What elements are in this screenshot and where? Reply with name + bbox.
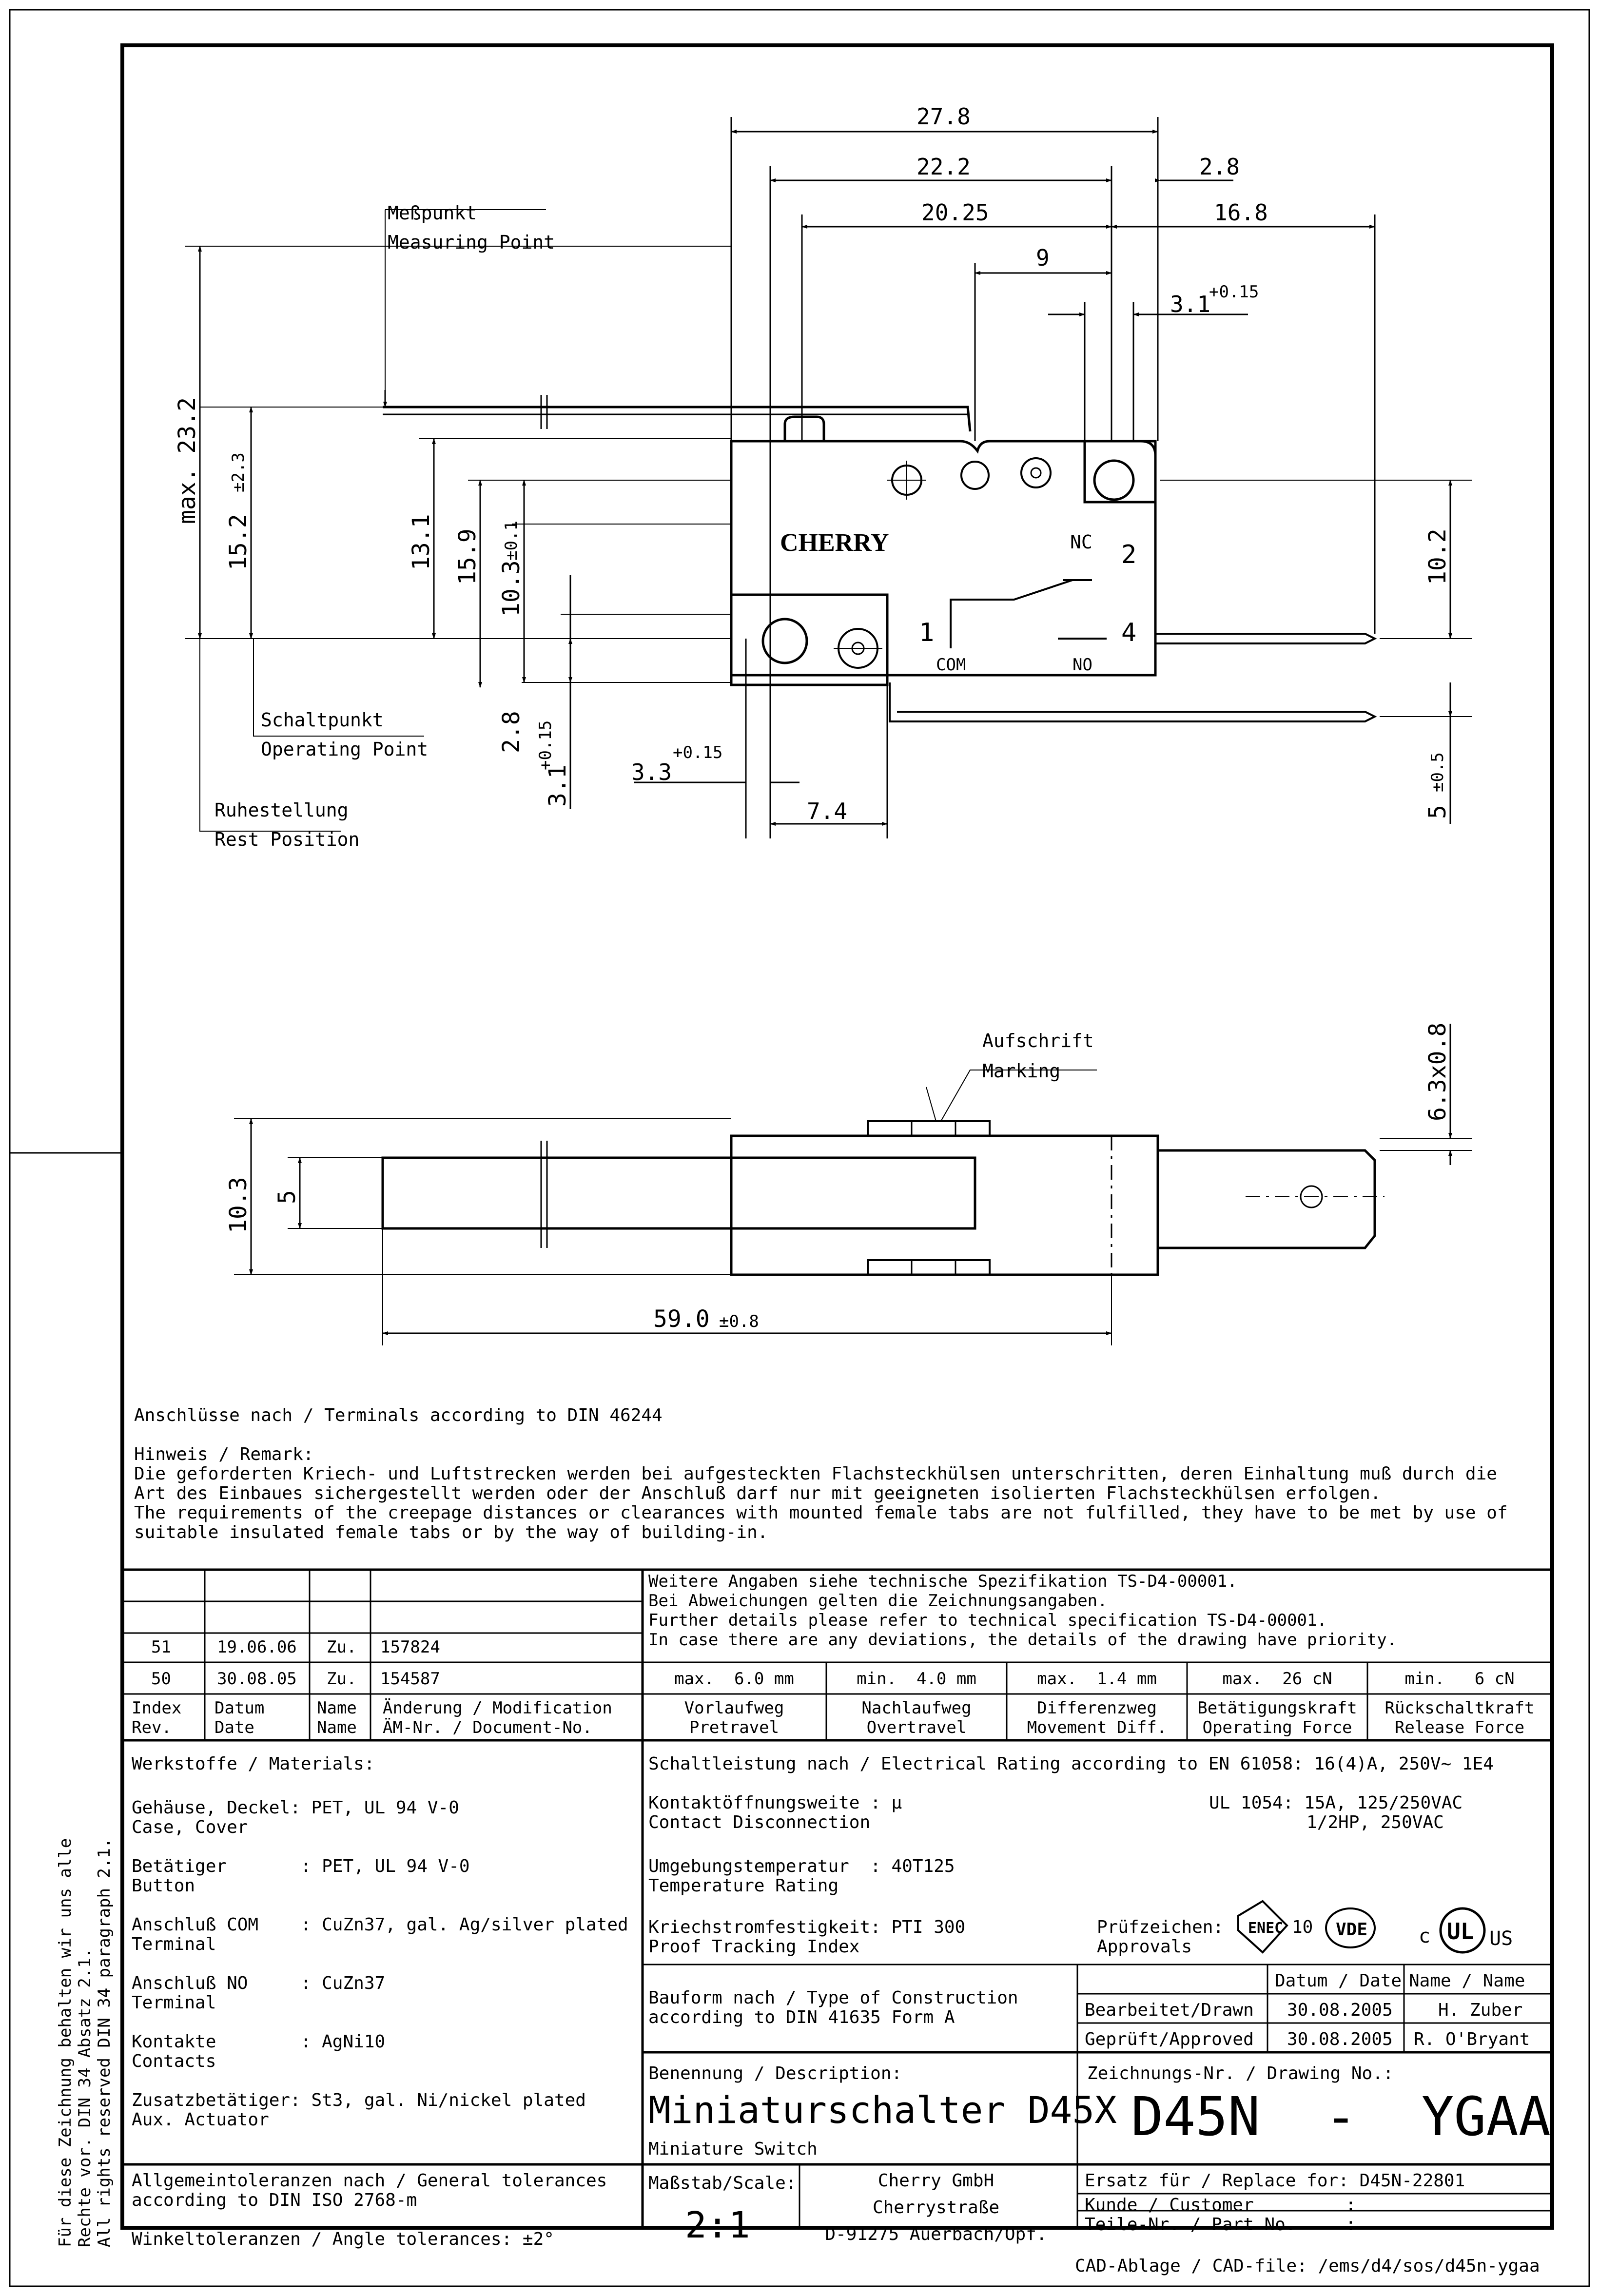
spec-value: min. 6 cN [1404,1669,1515,1689]
pti-en: Proof Tracking Index [648,1937,860,1957]
angle-tolerances: Winkeltoleranzen / Angle tolerances: ±2° [132,2229,554,2249]
pti-de: Kriechstromfestigkeit: PTI 300 [648,1917,966,1937]
ul-rating-1: UL 1054: 15A, 125/250VAC [1209,1793,1463,1813]
spec-en: Movement Diff. [1027,1718,1167,1737]
label-operating-point: Operating Point [261,739,429,760]
spec-en: Overtravel [866,1718,967,1737]
drawn-label: Bearbeitet/Drawn [1085,2000,1254,2020]
dim-3-3: 3.3 [631,759,672,785]
dim-10-2: 10.2 [1424,528,1451,585]
rev-header-name-de: Name [317,1698,357,1718]
customer-label: Kunde / Customer [1085,2195,1254,2215]
approved-date: 30.08.2005 [1287,2029,1393,2049]
enec-mark-number: 10 [1292,1917,1313,1937]
further-line: In case there are any deviations, the details of the drawing have priority. [648,1630,1397,1650]
approved-name: R. O'Bryant [1414,2029,1530,2049]
material-line: Terminal [132,1934,216,1954]
dim-10-3-side: 10.3 [225,1177,252,1233]
drawn-name: H. Zuber [1438,2000,1523,2020]
material-line: Gehäuse, Deckel: PET, UL 94 V-0 [132,1798,459,1818]
dim-7-4: 7.4 [807,798,848,824]
spec-de: Betätigungskraft [1197,1698,1357,1718]
description-label: Benennung / Description: [648,2063,902,2083]
dim-5: 5 [1424,805,1451,819]
material-line: Contacts [132,2051,216,2071]
note-remark-line: Art des Einbaues sichergestellt werden oder der Anschluß darf nur mit geeigneten isolierten Flachsteckhülsen erfolgen. [134,1483,1381,1503]
rev-date: 30.08.05 [217,1669,297,1689]
tol-0-1: ±0.1 [502,521,521,561]
enec-mark-label: ENEC [1248,1920,1284,1937]
general-tolerances-2: according to DIN ISO 2768-m [132,2190,417,2210]
label-com: COM [936,655,966,675]
approvals-de: Prüfzeichen: [1097,1917,1224,1937]
material-line: Zusatzbetätiger: St3, gal. Ni/nickel plated [132,2090,586,2110]
further-line: Further details please refer to technical specification TS-D4-00001. [648,1611,1327,1630]
label-schaltpunkt: Schaltpunkt [261,709,384,731]
dim-15-2: 15.2 [225,514,252,570]
label-ruhestellung: Ruhestellung [214,799,349,821]
material-line: Terminal [132,1993,216,2013]
contact-disconnection-en: Contact Disconnection [648,1812,871,1832]
spec-value: max. 1.4 mm [1037,1669,1157,1689]
further-line: Bei Abweichungen gelten die Zeichnungsangaben. [648,1591,1108,1611]
spec-en: Pretravel [689,1718,780,1737]
rev-header-index: Index [132,1698,182,1718]
tol-2-3: ±2.3 [229,452,248,492]
dim-27-8: 27.8 [916,103,971,130]
label-rest-position: Rest Position [214,829,360,850]
spec-de: Vorlaufweg [684,1698,784,1718]
construction-de: Bauform nach / Type of Construction [648,1988,1018,2008]
rev-header-mod-de: Änderung / Modification [383,1698,612,1718]
label-messpunkt: Meßpunkt [388,202,477,224]
approval-header-date: Datum / Date [1275,1971,1402,1991]
part-value: : [1346,2215,1356,2235]
vde-mark-label: VDE [1336,1920,1368,1940]
material-line: Betätiger : PET, UL 94 V-0 [132,1856,470,1876]
drawn-date: 30.08.2005 [1287,2000,1393,2020]
dim-9: 9 [1036,245,1050,271]
rev-header-date: Date [214,1718,254,1737]
material-line: Kontakte : AgNi10 [132,2032,386,2052]
rev-header-name-en: Name [317,1718,357,1737]
tol-0-8: ±0.8 [719,1312,759,1331]
material-line: Case, Cover [132,1817,248,1837]
note-terminals: Anschlüsse nach / Terminals according to DIN 46244 [134,1405,663,1425]
approved-label: Geprüft/Approved [1085,2029,1254,2049]
customer-value: : [1346,2195,1356,2215]
dim-59-0: 59.0 [653,1305,710,1333]
dim-22-2: 22.2 [916,154,971,180]
tol-0-15-b: +0.15 [536,720,555,770]
tol-0-15-a: +0.15 [1209,282,1259,302]
spec-value: max. 26 cN [1222,1669,1332,1689]
tol-0-5: ±0.5 [1428,752,1447,792]
replace-for: Ersatz für / Replace for: D45N-22801 [1085,2171,1465,2191]
contact-disconnection-de: Kontaktöffnungsweite : µ [648,1793,902,1813]
rev-index: 50 [151,1669,171,1689]
spec-de: Nachlaufweg [861,1698,972,1718]
drawing-no-label: Zeichnungs-Nr. / Drawing No.: [1087,2063,1394,2083]
electrical-rating: Schaltleistung nach / Electrical Rating according to EN 61058: 16(4)A, 250V~ 1E4 [648,1754,1494,1774]
further-line: Weitere Angaben siehe technische Spezifikation TS-D4-00001. [648,1572,1237,1591]
label-measuring-point: Measuring Point [388,232,555,253]
general-tolerances-1: Allgemeintoleranzen nach / General tolerances [132,2171,607,2191]
ul-mark-c: c [1419,1925,1431,1947]
scale-label: Maßstab/Scale: [648,2173,797,2193]
rev-name: Zu. [327,1637,357,1657]
dim-6-3x0-8: 6.3x0.8 [1424,1022,1451,1121]
material-line: Anschluß COM : CuZn37, gal. Ag/silver plated [132,1915,628,1935]
label-marking: Marking [982,1060,1061,1082]
spec-en: Release Force [1394,1718,1525,1737]
dim-20-25: 20.25 [921,199,989,226]
tol-0-15-c: +0.15 [673,743,723,762]
dim-2-8-left: 2.8 [498,711,525,753]
copyright-line: Rechte vor. DIN 34 Absatz 2.1. [75,1947,95,2247]
copyright-line: Für diese Zeichnung behalten wir uns alle [56,1838,75,2247]
rev-name: Zu. [327,1669,357,1689]
spec-de: Rückschaltkraft [1384,1698,1535,1718]
note-remark-line: Die geforderten Kriech- und Luftstrecken werden bei aufgesteckten Flachsteckhülsen unterschritten, deren Einhaltung muß durch die [134,1464,1497,1484]
note-remark-line: The requirements of the creepage distances or clearances with mounted female tabs are not fulfilled, they have to be met by use of [134,1503,1508,1523]
approvals-en: Approvals [1097,1937,1192,1957]
company-street: Cherrystraße [872,2198,1000,2218]
dim-15-9: 15.9 [454,528,481,585]
dim-13-1: 13.1 [408,514,435,570]
rev-header-datum: Datum [214,1698,265,1718]
label-pin-4: 4 [1121,618,1137,647]
rev-header-mod-en: ÄM-Nr. / Document-No. [383,1718,592,1737]
material-line: Aux. Actuator [132,2110,269,2130]
spec-value: min. 4.0 mm [857,1669,976,1689]
note-remark-title: Hinweis / Remark: [134,1444,314,1464]
description-title: Miniaturschalter D45X [648,2088,1117,2132]
cherry-brand-logo: CHERRY [780,529,889,557]
cad-file: CAD-Ablage / CAD-file: /ems/d4/sos/d45n-ygaa [1075,2256,1540,2276]
rev-index: 51 [151,1637,171,1657]
label-pin-2: 2 [1121,540,1137,569]
description-subtitle: Miniature Switch [648,2139,818,2159]
material-line: Button [132,1876,195,1896]
temperature-de: Umgebungstemperatur : 40T125 [648,1856,955,1876]
dim-2-8-top: 2.8 [1199,154,1240,180]
dim-3-1-top: 3.1 [1170,291,1211,317]
company-city: D-91275 Auerbach/Opf. [825,2224,1047,2244]
temperature-en: Temperature Rating [648,1876,839,1896]
rev-doc: 157824 [380,1637,440,1657]
materials-title: Werkstoffe / Materials: [132,1754,375,1774]
dim-3-1-left: 3.1 [544,764,571,807]
label-aufschrift: Aufschrift [982,1030,1094,1051]
scale-value: 2:1 [685,2204,750,2246]
dim-5-side: 5 [273,1190,301,1204]
company-name: Cherry GmbH [878,2171,994,2191]
ul-mark-us: US [1489,1927,1513,1950]
note-remark-line: suitable insulated female tabs or by the way of building-in. [134,1522,768,1542]
label-no: NO [1072,655,1092,675]
ul-rating-2: 1/2HP, 250VAC [1306,1812,1444,1832]
part-label: Teile-Nr. / Part No. [1085,2215,1296,2235]
dim-10-3: 10.3 [498,560,525,617]
drawing-no-value: D45N - YGAA [1131,2085,1551,2148]
copyright-line: All rights reserved DIN 34 paragraph 2.1. [95,1838,114,2247]
rev-doc: 154587 [380,1669,440,1689]
approval-header-name: Name / Name [1409,1971,1525,1991]
dim-16-8: 16.8 [1214,199,1268,226]
label-nc: NC [1070,531,1092,553]
label-pin-1: 1 [919,618,935,647]
rev-header-rev: Rev. [132,1718,172,1737]
dim-max-23-2: max. 23.2 [174,397,201,524]
spec-value: max. 6.0 mm [674,1669,794,1689]
ul-mark-label: UL [1447,1918,1474,1945]
material-line: Anschluß NO : CuZn37 [132,1973,386,1993]
spec-en: Operating Force [1202,1718,1352,1737]
spec-de: Differenzweg [1037,1698,1157,1718]
construction-en: according to DIN 41635 Form A [648,2007,955,2027]
rev-date: 19.06.06 [217,1637,297,1657]
